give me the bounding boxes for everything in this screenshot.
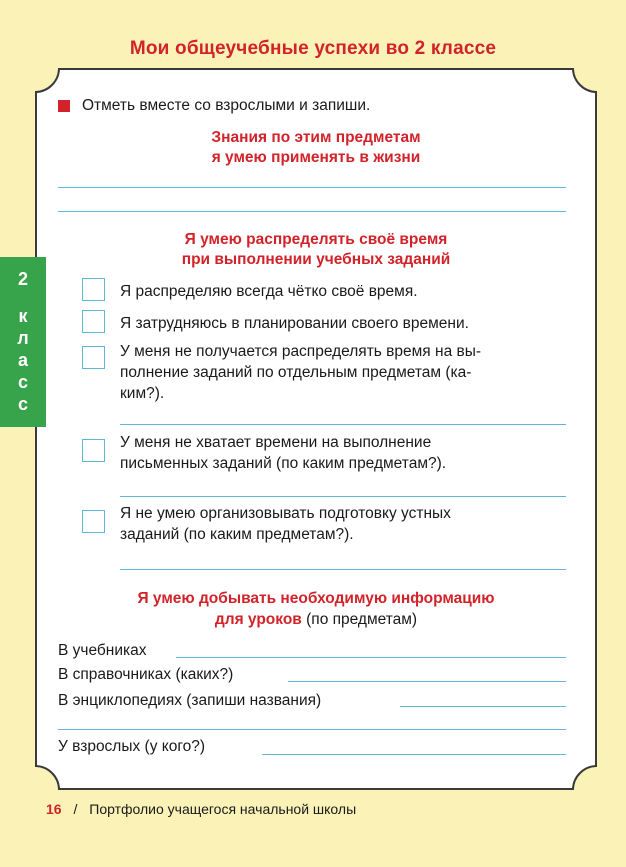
answer-line-encyclopedias[interactable] (400, 706, 566, 707)
answer-line-reference[interactable] (288, 681, 566, 682)
grade-word: к л а с с (17, 306, 29, 414)
answer-line-encyclopedias-2[interactable] (58, 729, 566, 730)
section3-title-line1: Я умею добывать необходимую информацию (137, 590, 495, 607)
checkbox-item-1[interactable] (82, 278, 105, 301)
instruction-text: Отметь вместе со взрослыми и запиши. (82, 97, 371, 114)
red-square-bullet-icon (58, 100, 70, 112)
source-label-textbooks: В учебниках (58, 642, 147, 659)
grade-number: 2 (17, 269, 28, 289)
answer-line-adults[interactable] (262, 754, 566, 755)
item-5-text-line2: заданий (по каким предметам?). (120, 526, 354, 543)
answer-line-textbooks[interactable] (176, 657, 566, 658)
source-label-adults: У взрослых (у кого?) (58, 738, 206, 755)
checkbox-item-2[interactable] (82, 310, 105, 333)
section2-title-line1: Я умею распределять своё время (184, 231, 448, 248)
answer-line-3[interactable] (120, 424, 566, 425)
item-3-text-line2: полнение заданий по отдельным предметам (ка- (120, 364, 472, 381)
item-3-text-line3: ким?). (120, 385, 165, 402)
page-number: 16 (46, 801, 62, 817)
item-4-text-line2: письменных заданий (по каким предметам?). (120, 455, 447, 472)
source-label-reference: В справочниках (каких?) (58, 666, 234, 683)
answer-line-1[interactable] (58, 187, 566, 188)
section2-title-line2: при выполнении учебных заданий (181, 251, 451, 268)
grade-side-tab (0, 257, 46, 427)
checkbox-item-5[interactable] (82, 510, 105, 533)
page-title: Мои общеучебные успехи во 2 классе (129, 38, 497, 59)
answer-line-4[interactable] (120, 496, 566, 497)
item-1-text: Я распределяю всегда чётко своё время. (120, 283, 418, 300)
checkbox-item-4[interactable] (82, 439, 105, 462)
item-3-text-line1: У меня не получается распределять время на вы- (120, 343, 482, 360)
item-5-text-line1: Я не умею организовывать подготовку устных (120, 505, 451, 522)
footer (46, 801, 356, 817)
source-label-encyclopedias: В энциклопедиях (запиши названия) (58, 692, 322, 709)
answer-line-2[interactable] (58, 211, 566, 212)
item-4-text-line1: У меня не хватает времени на выполнение (120, 434, 432, 451)
checkbox-item-3[interactable] (82, 346, 105, 369)
answer-line-5[interactable] (120, 569, 566, 570)
section1-title-line2: я умею применять в жизни (211, 149, 421, 166)
section3-title-line2: для уроков (по предметам) (214, 611, 418, 628)
section1-title-line1: Знания по этим предметам (211, 129, 421, 146)
footer-separator: / (73, 801, 78, 817)
item-2-text: Я затрудняюсь в планировании своего времени. (120, 315, 469, 332)
footer-text: Портфолио учащегося начальной школы (89, 801, 357, 817)
